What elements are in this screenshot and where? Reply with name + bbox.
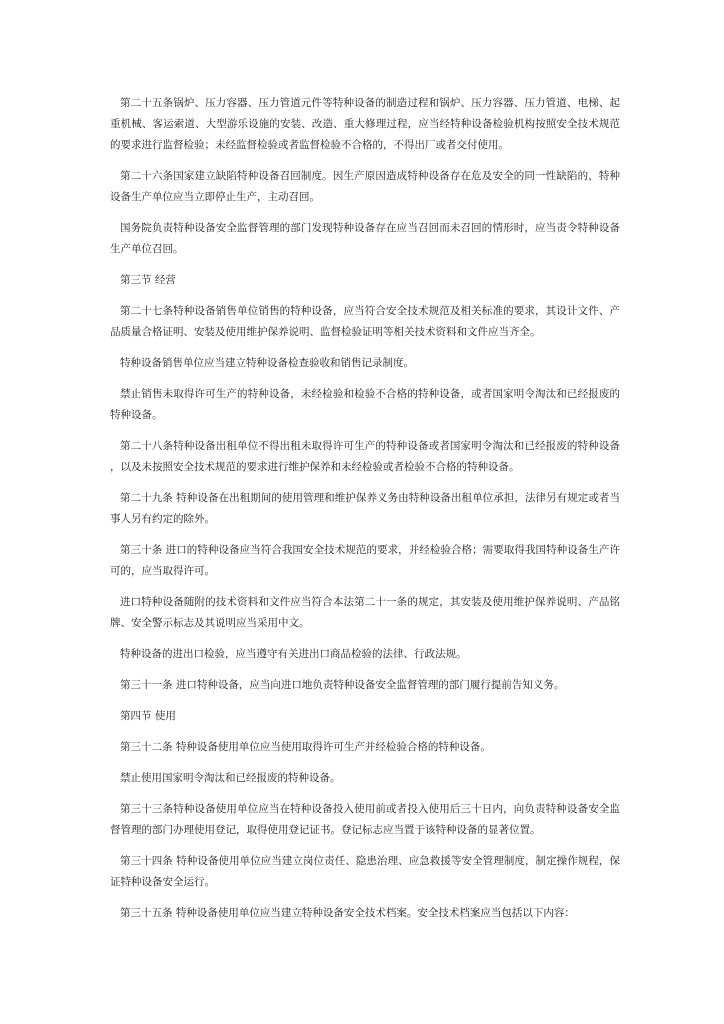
section-heading-use: 第四节 使用 [120,710,176,722]
paragraph-import-documents: 进口特种设备随附的技术资料和文件应当符合本法第二十一条的规定，其安装及使用维护保养说明、产品铭牌、安全警示标志及其说明应当采用中文。 [110,596,620,629]
paragraph-article-34: 第三十四条 特种设备使用单位应当建立岗位责任、隐患治理、应急救援等安全管理制度，制定操作规程，保证特种设备安全运行。 [110,855,620,888]
paragraph-recall-order: 国务院负责特种设备安全监督管理的部门发现特种设备存在应当召回而未召回的情形时，应当责令特种设备生产单位召回。 [110,222,620,255]
section-heading-operation: 第三节 经营 [120,274,176,286]
paragraph-use-prohibition: 禁止使用国家明令淘汰和已经报废的特种设备。 [120,772,341,784]
paragraph-article-31: 第三十一条 进口特种设备，应当向进口地负责特种设备安全监督管理的部门履行提前告知义务。 [120,679,565,691]
paragraph-sales-prohibition: 禁止销售未取得许可生产的特种设备，未经检验和检验不合格的特种设备，或者国家明令淘汰和已经报废的特种设备。 [110,388,620,421]
paragraph-article-32: 第三十二条 特种设备使用单位应当使用取得许可生产并经检验合格的特种设备。 [120,741,491,753]
paragraph-article-25: 第二十五条锅炉、压力容器、压力管道元件等特种设备的制造过程和锅炉、压力容器、压力管道、电梯、起重机械、客运索道、大型游乐设施的安装、改造、重大修理过程，应当经特种设备检验机构按照安全技术规范的要求进行监督检验；未经监督检验或者监督检验不合格的，不得出厂或者交付使用。 [110,97,620,151]
paragraph-sales-records: 特种设备销售单位应当建立特种设备检查验收和销售记录制度。 [120,357,414,369]
paragraph-article-35: 第三十五条 特种设备使用单位应当建立特种设备安全技术档案。安全技术档案应当包括以下内容： [120,907,575,919]
paragraph-article-29: 第二十九条 特种设备在出租期间的使用管理和维护保养义务由特种设备出租单位承担，法律另有规定或者当事人另有约定的除外。 [110,492,620,525]
paragraph-article-26: 第二十六条国家建立缺陷特种设备召回制度。因生产原因造成特种设备存在危及安全的同一性缺陷的，特种设备生产单位应当立即停止生产，主动召回。 [110,170,620,203]
paragraph-article-27: 第二十七条特种设备销售单位销售的特种设备，应当符合安全技术规范及相关标准的要求，其设计文件、产品质量合格证明、安装及使用维护保养说明、监督检验证明等相关技术资料和文件应当齐全。 [110,305,620,338]
document-body [110,93,620,934]
paragraph-import-inspection: 特种设备的进出口检验，应当遵守有关进出口商品检验的法律、行政法规。 [120,648,467,660]
paragraph-article-28: 第二十八条特种设备出租单位不得出租未取得许可生产的特种设备或者国家明令淘汰和已经报废的特种设备，以及未按照安全技术规范的要求进行维护保养和未经检验或者检验不合格的特种设备。 [110,440,620,473]
paragraph-article-30: 第三十条 进口的特种设备应当符合我国安全技术规范的要求，并经检验合格；需要取得我国特种设备生产许可的，应当取得许可。 [110,544,620,577]
paragraph-article-33: 第三十三条特种设备使用单位应当在特种设备投入使用前或者投入使用后三十日内，向负责特种设备安全监督管理的部门办理使用登记，取得使用登记证书。登记标志应当置于该特种设备的显著位置。 [110,803,620,836]
